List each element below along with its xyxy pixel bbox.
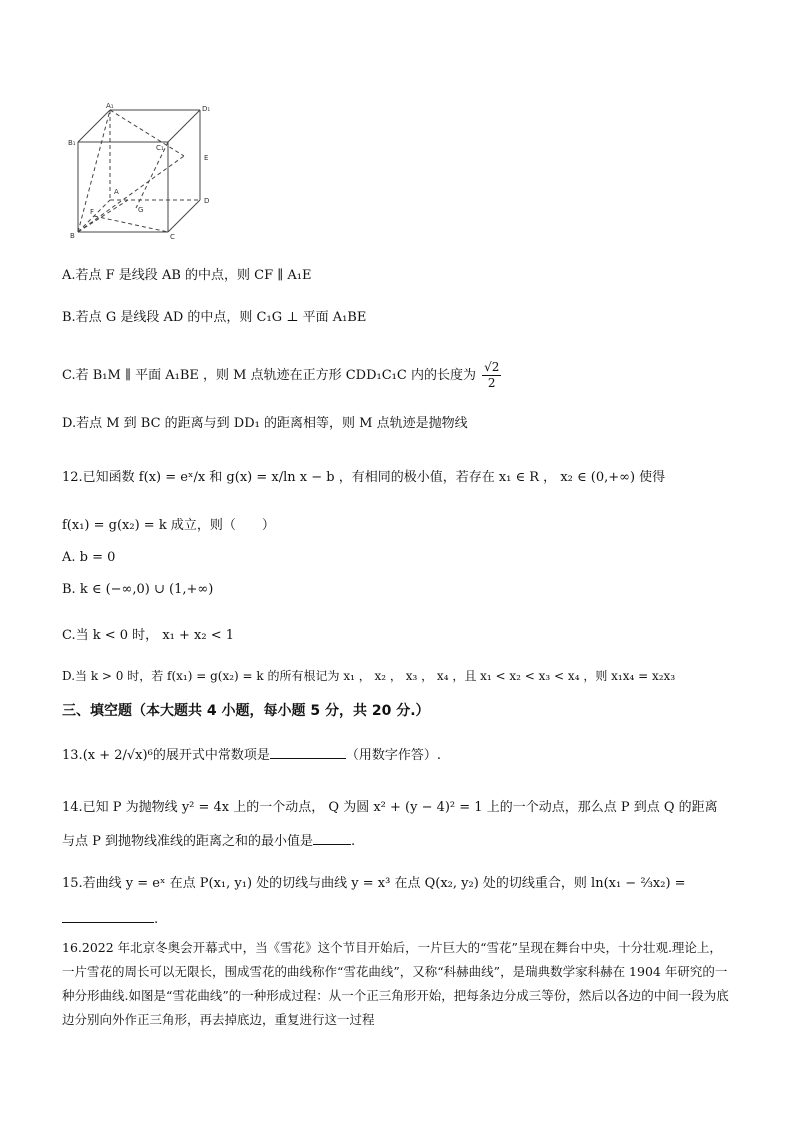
q12-stem-line2: f(x₁) = g(x₂) = k 成立，则（ ）	[62, 518, 275, 533]
q13-text: 的展开式中常数项是	[152, 748, 270, 763]
q13-suffix: （用数字作答）.	[345, 748, 441, 763]
q14-line2	[62, 830, 355, 849]
label-A: A	[114, 188, 119, 196]
q15-line2	[62, 910, 158, 927]
q13-line	[62, 744, 441, 763]
label-D: D	[204, 197, 210, 205]
label-D1: D₁	[202, 105, 211, 113]
label-E: E	[204, 154, 209, 162]
label-B1: B₁	[68, 139, 76, 147]
fraction-numerator: √2	[484, 360, 500, 374]
q11-option-c	[62, 360, 501, 391]
q16-paragraph: 16.2022 年北京冬奥会开幕式中，当《雪花》这个节目开始后，一片巨大的“雪花”呈现在舞台中央，十分壮观.理论上，一片雪花的周长可以无限长，围成雪花的曲线称作“雪花曲线”，又称“科赫曲线”，是瑞典数学家科赫在 1904 年研究的一种分形曲线.如图是“雪花曲线”的一种形成过程：从一个正三角形开始，把每条边分成三等份，然后以各边的中间一段为底边分别向外作正三角形，再去掉底边，重复进行这一过程	[62, 940, 729, 1027]
label-G: G	[138, 206, 144, 214]
fraction-denominator: 2	[487, 376, 496, 390]
q12-option-a: A. b = 0	[62, 550, 116, 565]
q11-option-b: B.若点 G 是线段 AD 的中点，则 C₁G ⊥ 平面 A₁BE	[62, 310, 367, 325]
q15-line2-end: .	[154, 912, 159, 927]
q12-option-c: C.当 k < 0 时， x₁ + x₂ < 1	[62, 628, 234, 643]
q12-option-d: D.当 k > 0 时，若 f(x₁) = g(x₂) = k 的所有根记为 x₁ ， x₂ ， x₃ ， x₄ ，且 x₁ < x₂ < x₃ < x₄ ，则 x₁x₄ = x₂x₃	[62, 669, 676, 683]
q13-prefix: 13.	[62, 748, 83, 763]
label-B: B	[70, 232, 75, 240]
q14-line1: 14.已知 P 为抛物线 y² = 4x 上的一个动点， Q 为圆 x² + (y − 4)² = 1 上的一个动点，那么点 P 到点 Q 的距离	[62, 800, 718, 815]
q12-option-b: B. k ∈ (−∞,0) ∪ (1,+∞)	[62, 582, 214, 597]
answer-blank	[270, 746, 346, 759]
section-title: 三、填空题（本大题共 4 小题，每小题 5 分，共 20 分.）	[62, 703, 430, 719]
label-F: F	[90, 208, 95, 216]
answer-blank	[313, 832, 351, 845]
label-C: C	[170, 233, 175, 240]
q11-option-c-text: C.若 B₁M ∥ 平面 A₁BE ，则 M 点轨迹在正方形 CDD₁C₁C 内的长度为	[62, 368, 476, 383]
cube-figure	[66, 100, 226, 240]
q13-expression: (x + 2/√x)⁶	[82, 748, 153, 763]
q12-stem-line1: 12.已知函数 f(x) = eˣ/x 和 g(x) = x/ln x − b ，有相同的极小值，若存在 x₁ ∈ R ， x₂ ∈ (0,+∞) 使得	[62, 470, 666, 485]
cube-diagram	[66, 100, 226, 240]
q14-line2-text: 与点 P 到抛物线准线的距离之和的最小值是	[62, 834, 314, 849]
q15-line1: 15.若曲线 y = eˣ 在点 P(x₁, y₁) 处的切线与曲线 y = x³ 在点 Q(x₂, y₂) 处的切线重合，则 ln(x₁ − ⅔x₂) =	[62, 876, 686, 891]
label-A1: A₁	[106, 102, 114, 110]
q11-option-a: A.若点 F 是线段 AB 的中点，则 CF ∥ A₁E	[62, 268, 312, 283]
label-C1: C₁	[156, 144, 164, 152]
fraction	[482, 360, 501, 391]
answer-blank	[62, 910, 154, 923]
q14-line2-end: .	[351, 834, 356, 849]
q11-option-d: D.若点 M 到 BC 的距离与到 DD₁ 的距离相等，则 M 点轨迹是抛物线	[62, 416, 468, 431]
